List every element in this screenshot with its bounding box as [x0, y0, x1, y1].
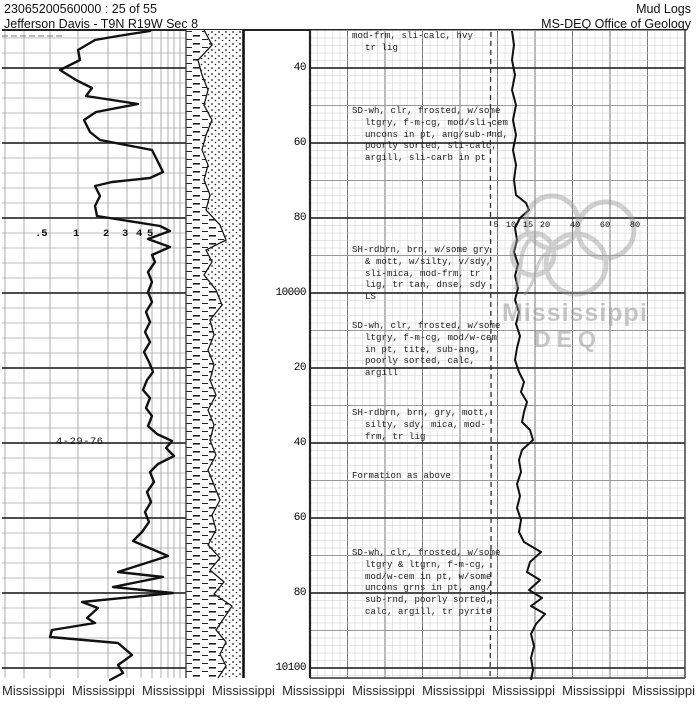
footer-watermark-text: Mississippi [562, 683, 625, 698]
gas-scale-tick-label: .5 [35, 228, 48, 240]
gas-scale-tick-label: 5 [147, 228, 154, 240]
well-location: Jefferson Davis - T9N R19W Sec 8 [4, 16, 199, 31]
sample-description-block [352, 471, 512, 483]
footer-watermark-text: Mississippi [212, 683, 275, 698]
depth-label: 10100 [275, 662, 306, 674]
depth-label: 60 [293, 137, 306, 149]
sample-description-line: sli-mica, mod-frm, tr [365, 268, 481, 279]
document-id: 23065200560000 : 25 of 55 [4, 2, 157, 16]
sample-description-line: SD-wh, clr, frosted, w/some [352, 321, 501, 331]
sample-description-line: poorly sorted, sli-calc, [365, 141, 498, 152]
sample-description-line: poorly sorted, calc, [365, 356, 476, 367]
gas-curve-grid [2, 30, 686, 678]
rop-scale-tick-label: 15 [522, 220, 534, 230]
footer-watermark-text: Mississippi [282, 683, 345, 698]
sample-description-line: SD-wh, clr, frosted, w/some [352, 548, 501, 558]
sample-description-line: SH-rdbrn, brn, gry, mott, [352, 408, 490, 418]
depth-label: 40 [293, 437, 306, 449]
sample-description-block [352, 106, 512, 165]
sample-description-line: sub-rnd, poorly sorted, [365, 595, 492, 606]
sample-description-line: SH-rdbrn, brn, w/some gry [352, 245, 490, 255]
footer-watermark-text: Mississippi [2, 683, 65, 698]
footer-watermark-text: Mississippi [352, 683, 415, 698]
depth-label: 80 [293, 212, 306, 224]
footer-watermark-text: Mississippi [632, 683, 695, 698]
sample-description-line: in pt, tite, sub-ang, [365, 344, 481, 355]
sample-description-line: lig, tr tan, dnse, sdy [365, 280, 487, 291]
penetration-rate-curve [512, 31, 545, 680]
footer-watermark-row [2, 683, 695, 698]
sample-description-line: silty, sdy, mica, mod- [365, 419, 487, 430]
sample-description-line: uncons grns in pt, ang/ [365, 583, 492, 594]
sample-description-line: SD-wh, clr, frosted, w/some [352, 106, 501, 116]
gas-scale-tick-label: 4 [136, 228, 143, 240]
watermark-text-deq: DEQ [534, 326, 602, 352]
depth-label: 40 [293, 62, 306, 74]
footer-watermark-text: Mississippi [142, 683, 205, 698]
sample-description-block [352, 245, 512, 304]
date-annotation: 4-29-76 [56, 436, 104, 448]
lithology-column [186, 30, 244, 678]
gas-scale-tick-label: 3 [122, 228, 129, 240]
footer-watermark-text: Mississippi [422, 683, 485, 698]
footer-watermark-text: Mississippi [492, 683, 555, 698]
sample-description-line: tr lig [365, 42, 399, 53]
rop-scale-tick-label: 40 [569, 220, 581, 230]
sample-description-line: argill [365, 368, 399, 379]
sample-description-block [352, 31, 512, 55]
rop-scale-tick-label: 80 [629, 220, 641, 230]
sample-description-line: ltgry, f-m-cg, mod/w-cem [365, 332, 498, 343]
rop-scale-tick-label: 10 [505, 220, 517, 230]
depth-label: 60 [293, 512, 306, 524]
depth-label: 20 [293, 362, 306, 374]
sample-description-line: Formation as above [352, 471, 452, 481]
depth-scale [262, 0, 308, 705]
depth-label: 10000 [275, 287, 306, 299]
rop-scale-tick-label: 20 [539, 220, 551, 230]
sample-description-line: uncons in pt, ang/sub-rnd, [365, 129, 509, 140]
sample-description-block [352, 408, 512, 443]
sample-description-line: ltgry, f-m-cg, mod/sli-cem [365, 117, 509, 128]
rop-scale-tick-label: 60 [599, 220, 611, 230]
sample-description-line: mod/w-cem in pt, w/some [365, 571, 492, 582]
sample-description-line: & mott, w/silty, v/sdy, [365, 256, 492, 267]
depth-label: 80 [293, 587, 306, 599]
agency-name: MS-DEQ Office of Geology [541, 16, 691, 31]
document-title: Mud Logs [636, 2, 691, 16]
footer-watermark-text: Mississippi [72, 683, 135, 698]
sample-description-block [352, 321, 512, 380]
watermark-text: Mississippi [502, 299, 648, 327]
sample-description-line: mod-frm, sli-calc, hvy [352, 31, 474, 41]
rop-scale-tick-label: 5 [493, 220, 499, 230]
sample-description-line: calc, argill, tr pyrite [365, 606, 492, 617]
gas-scale-tick-label: 1 [73, 228, 80, 240]
sample-description-block [352, 548, 512, 619]
sample-description-line: frm, tr lig [365, 431, 426, 442]
sample-description-line: LS [365, 292, 377, 303]
gas-scale-tick-label: 2 [103, 228, 110, 240]
sample-description-line: argill, sli-carb in pt [365, 153, 487, 164]
sample-description-line: ltgry & ltgrn, f-m-cg, [365, 559, 487, 570]
